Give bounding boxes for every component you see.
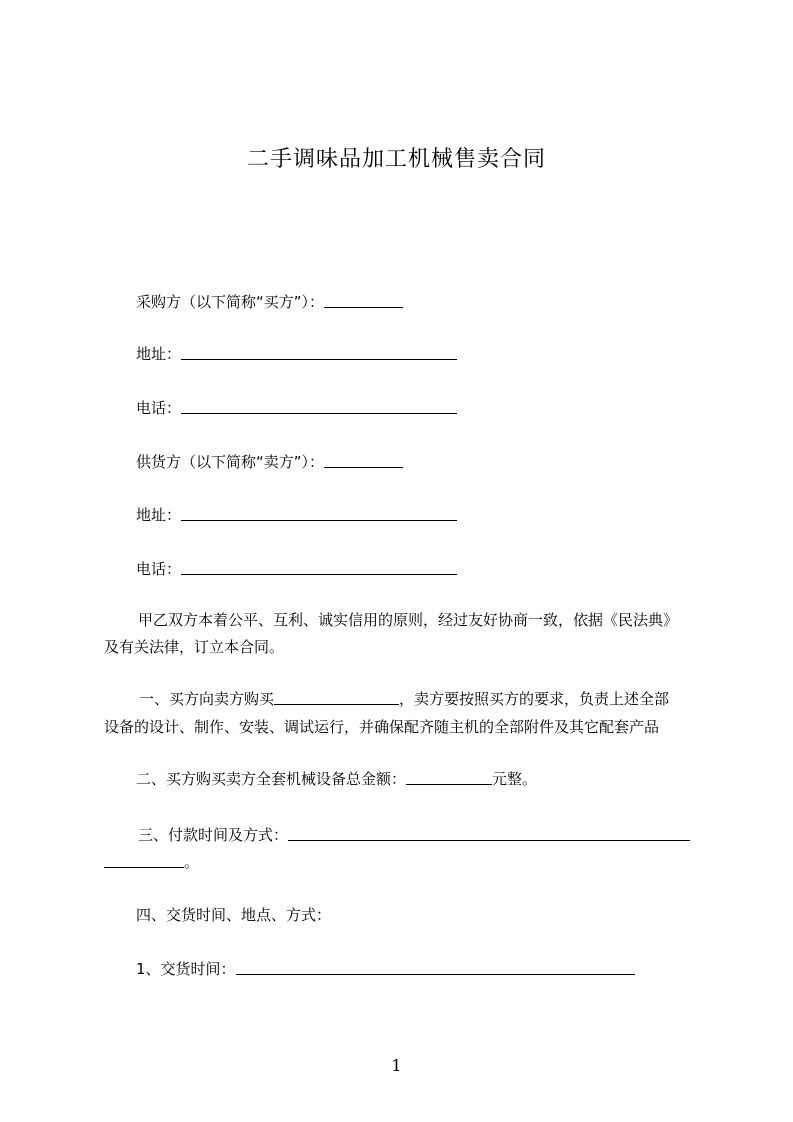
seller-name-blank[interactable] bbox=[324, 452, 403, 468]
buyer-address-line bbox=[136, 344, 457, 364]
seller-line bbox=[136, 452, 403, 472]
buyer-label: 采购方（以下简称“买方”）： bbox=[136, 293, 325, 311]
clause-3-line2 bbox=[104, 852, 199, 872]
seller-address-line bbox=[136, 505, 457, 525]
clause-1-line2: 设备的设计、制作、安装、调试运行，并确保配齐随主机的全部附件及其它配套产品 bbox=[104, 718, 660, 736]
clause-2-suffix: 元整。 bbox=[492, 770, 538, 788]
clause-4-heading: 四、交货时间、地点、方式： bbox=[136, 906, 332, 924]
buyer-address-blank[interactable] bbox=[181, 344, 457, 360]
clause-3-payment-blank[interactable] bbox=[288, 825, 690, 841]
seller-phone-blank[interactable] bbox=[181, 559, 457, 575]
buyer-phone-blank[interactable] bbox=[181, 398, 457, 414]
seller-address-blank[interactable] bbox=[181, 505, 457, 521]
clause-4-item-1-line bbox=[136, 959, 635, 979]
buyer-phone-label: 电话： bbox=[136, 399, 182, 417]
delivery-time-blank[interactable] bbox=[236, 959, 635, 975]
clause-4-item-1-label: 1、交货时间： bbox=[136, 960, 236, 978]
page-number: 1 bbox=[391, 1056, 402, 1075]
intro-paragraph-line2: 及有关法律，订立本合同。 bbox=[104, 638, 285, 656]
buyer-phone-line bbox=[136, 398, 457, 418]
intro-paragraph-line1: 甲乙双方本着公平、互利、诚实信用的原则，经过友好协商一致，依据《民法典》 bbox=[138, 611, 679, 629]
buyer-line bbox=[136, 292, 403, 312]
clause-2-line bbox=[136, 769, 537, 789]
clause-2-prefix: 二、买方购买卖方全套机械设备总金额： bbox=[136, 770, 407, 788]
clause-1-item-blank[interactable] bbox=[274, 689, 399, 705]
clause-3-end: 。 bbox=[184, 853, 200, 871]
buyer-address-label: 地址： bbox=[136, 345, 182, 363]
clause-1-line1 bbox=[139, 689, 669, 709]
seller-phone-line bbox=[136, 559, 457, 579]
seller-phone-label: 电话： bbox=[136, 560, 182, 578]
clause-3-line1 bbox=[138, 825, 690, 845]
buyer-name-blank[interactable] bbox=[324, 292, 403, 308]
clause-1-suffix: ，卖方要按照买方的要求，负责上述全部 bbox=[399, 690, 670, 708]
clause-3-prefix: 三、付款时间及方式： bbox=[138, 826, 289, 844]
clause-2-amount-blank[interactable] bbox=[406, 769, 492, 785]
seller-label: 供货方（以下简称“卖方”）： bbox=[136, 453, 325, 471]
document-title: 二手调味品加工机械售卖合同 bbox=[246, 147, 546, 172]
seller-address-label: 地址： bbox=[136, 506, 182, 524]
clause-3-payment-blank-cont[interactable] bbox=[104, 852, 184, 868]
clause-1-prefix: 一、买方向卖方购买 bbox=[139, 690, 275, 708]
